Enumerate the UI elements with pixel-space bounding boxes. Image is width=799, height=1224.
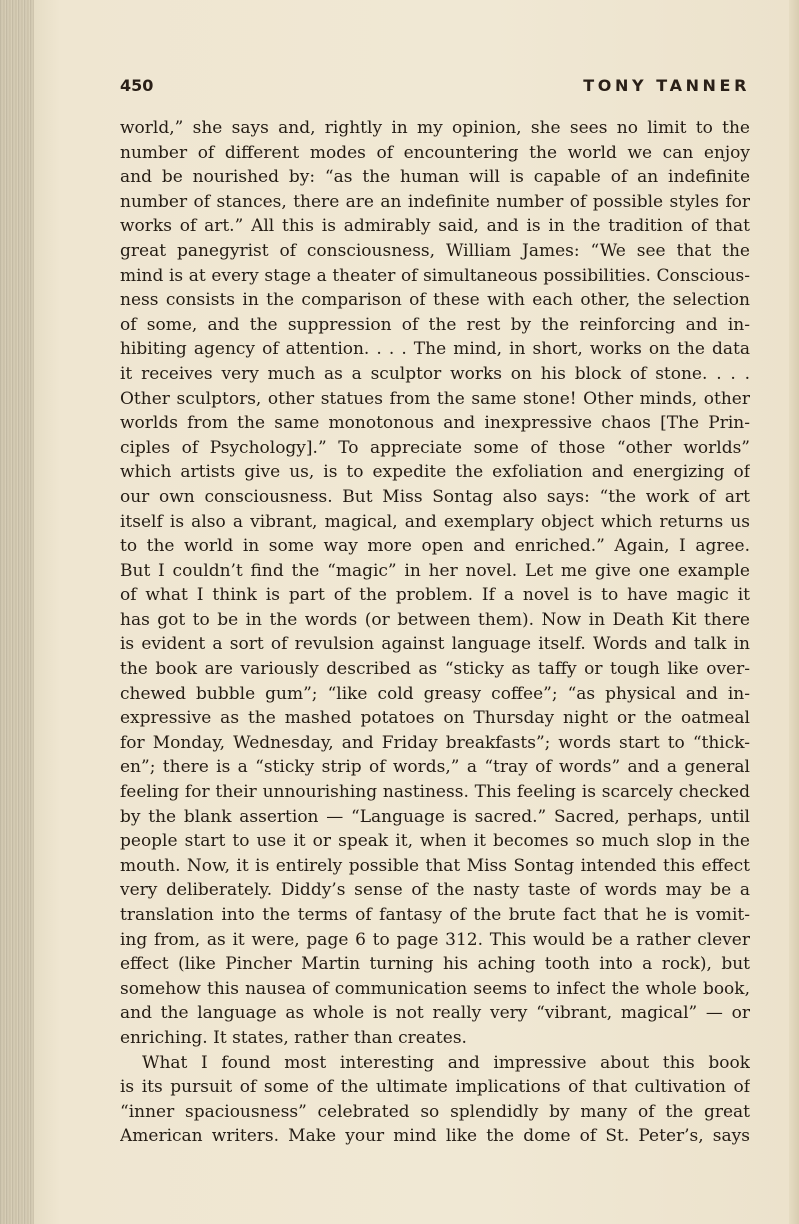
paragraph-end-line: enriching. It states, rather than creates. — [120, 1027, 467, 1048]
text-line: has got to be in the words (or between them). Now in Death Kit there — [120, 609, 750, 630]
text-line: somehow this nausea of communication seems to infect the whole book, — [120, 978, 750, 999]
text-line: is evident a sort of revulsion against language itself. Words and talk in — [120, 634, 750, 655]
text-line: to the world in some way more open and enriched.” Again, I agree. — [120, 536, 750, 557]
text-line: ness consists in the comparison of these with each other, the selection — [120, 290, 750, 311]
text-line: Other sculptors, other statues from the same stone! Other minds, other — [120, 388, 750, 409]
text-line: by the blank assertion — “Language is sacred.” Sacred, perhaps, until — [120, 806, 750, 827]
text-line: hibiting agency of attention. . . . The mind, in short, works on the data — [120, 339, 750, 360]
page-header — [120, 76, 750, 100]
text-line: en”; there is a “sticky strip of words,” a “tray of words” and a general — [120, 757, 750, 778]
text-line: translation into the terms of fantasy of the brute fact that he is vomit- — [120, 905, 750, 925]
page-number: 450 — [120, 76, 154, 95]
text-line: and the language as whole is not really very “vibrant, magical” — or — [120, 1003, 750, 1024]
text-line: feeling for their unnourishing nastiness. This feeling is scarcely checked — [120, 782, 750, 803]
text-line: expressive as the mashed potatoes on Thursday night or the oatmeal — [120, 708, 750, 729]
text-line: ing from, as it were, page 6 to page 312. This would be a rather clever — [120, 929, 750, 950]
text-line: world,” she says and, rightly in my opinion, she sees no limit to the — [120, 118, 750, 138]
text-line: for Monday, Wednesday, and Friday breakfasts”; words start to “thick- — [120, 732, 750, 753]
text-line: “inner spaciousness” celebrated so splendidly by many of the great — [120, 1101, 750, 1122]
text-line: and be nourished by: “as the human will is capable of an indefinite — [120, 167, 750, 188]
text-line: of some, and the suppression of the rest by the reinforcing and in- — [120, 314, 750, 335]
text-line: mind is at every stage a theater of simultaneous possibilities. Conscious- — [120, 265, 750, 286]
text-line: number of stances, there are an indefinite number of possible styles for — [120, 191, 750, 212]
text-line: chewed bubble gum”; “like cold greasy coffee”; “as physical and in- — [120, 683, 750, 704]
text-line: But I couldn’t find the “magic” in her novel. Let me give one example — [120, 560, 750, 581]
text-line: American writers. Make your mind like the dome of St. Peter’s, says — [120, 1126, 750, 1147]
paragraph-start-line: What I found most interesting and impressive about this book — [142, 1052, 750, 1073]
text-line: the book are variously described as “sticky as taffy or tough like over- — [120, 659, 750, 680]
text-line: effect (like Pincher Martin turning his aching tooth into a rock), but — [120, 954, 750, 975]
text-line: ciples of Psychology].” To appreciate some of those “other worlds” — [120, 437, 750, 458]
text-line: which artists give us, is to expedite the exfoliation and energizing of — [120, 462, 750, 483]
text-line: number of different modes of encountering the world we can enjoy — [120, 142, 750, 163]
text-line: people start to use it or speak it, when it becomes so much slop in the — [120, 831, 750, 852]
text-line: itself is also a vibrant, magical, and exemplary object which returns us — [120, 511, 750, 532]
text-line: very deliberately. Diddy’s sense of the nasty taste of words may be a — [120, 880, 750, 901]
text-line: our own consciousness. But Miss Sontag also says: “the work of art — [120, 486, 750, 507]
text-line: of what I think is part of the problem. If a novel is to have magic it — [120, 585, 750, 606]
body-text — [120, 116, 750, 1149]
text-line: worlds from the same monotonous and inexpressive chaos [The Prin- — [120, 413, 750, 434]
text-line: it receives very much as a sculptor works on his block of stone. . . . — [120, 363, 750, 384]
page-edge — [789, 0, 799, 1224]
book-gutter — [0, 0, 34, 1224]
running-head: TONY TANNER — [583, 76, 750, 95]
text-line: is its pursuit of some of the ultimate implications of that cultivation of — [120, 1077, 750, 1098]
text-line: great panegyrist of consciousness, William James: “We see that the — [120, 240, 750, 261]
text-line: works of art.” All this is admirably said, and is in the tradition of that — [120, 216, 750, 237]
text-line: mouth. Now, it is entirely possible that Miss Sontag intended this effect — [120, 855, 750, 876]
